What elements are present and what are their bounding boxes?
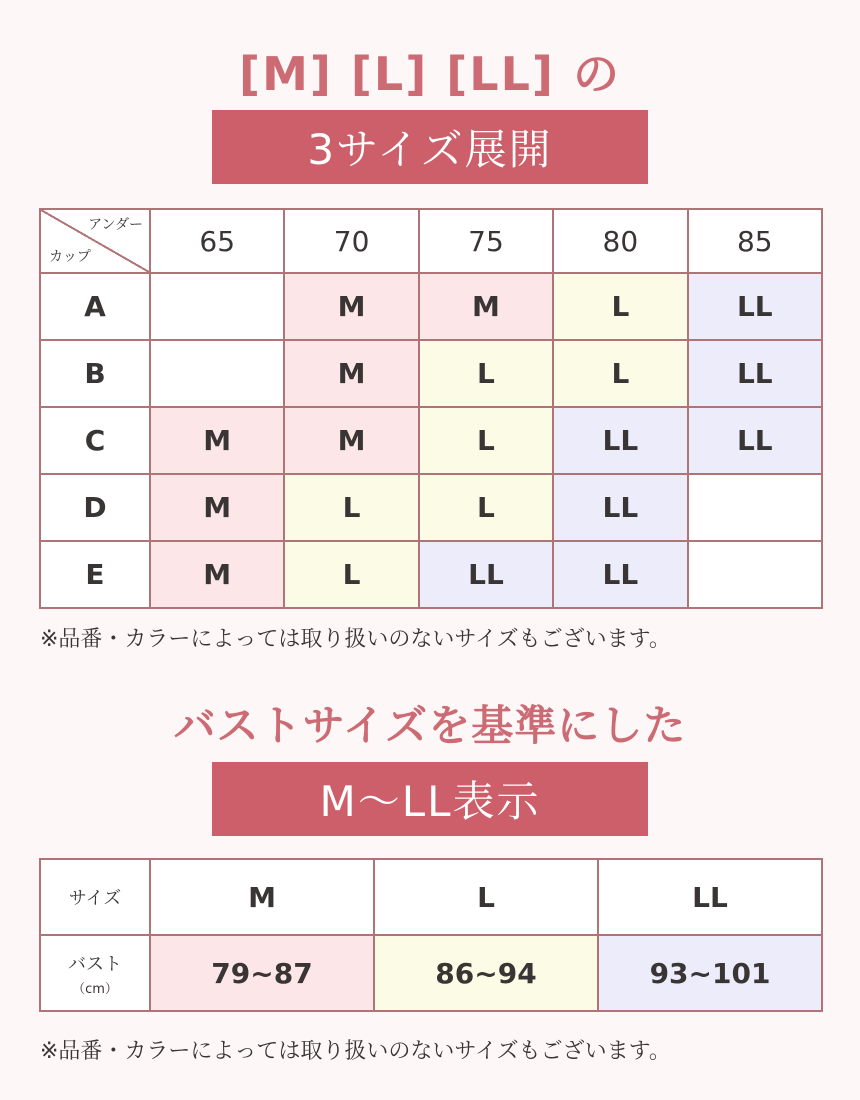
heading-mid: バストサイズを基準にした — [173, 701, 687, 750]
bust-range-m: 79~87 — [150, 935, 374, 1011]
size-chart-header-row — [40, 209, 822, 273]
size-cell — [150, 340, 284, 407]
heading-top: [M] [L] [LL] の — [239, 47, 621, 101]
size-header: LL — [598, 859, 822, 935]
band-header: 85 — [688, 209, 822, 273]
size-cell — [688, 541, 822, 608]
cup-header: A — [40, 273, 150, 340]
corner-cell — [40, 209, 150, 273]
size-row-a — [40, 273, 822, 340]
size-cell: L — [419, 407, 553, 474]
size-header: M — [150, 859, 374, 935]
band-header: 75 — [419, 209, 553, 273]
bust-range-ll: 93~101 — [598, 935, 822, 1011]
availability-note: ※品番・カラーによっては取り扱いのないサイズもございます。 — [40, 627, 671, 652]
size-cell: M — [284, 407, 418, 474]
cup-header: B — [40, 340, 150, 407]
size-row-label: サイズ — [40, 859, 150, 935]
size-chart-table — [39, 208, 823, 609]
size-cell — [150, 273, 284, 340]
bust-size-table — [39, 858, 823, 1012]
size-cell: LL — [688, 407, 822, 474]
bust-row-label — [40, 935, 150, 1011]
size-cell: LL — [688, 273, 822, 340]
size-cell: L — [284, 541, 418, 608]
bust-label: バスト — [68, 953, 122, 975]
bust-table-size-row — [40, 859, 822, 935]
band-header: 70 — [284, 209, 418, 273]
size-cell: L — [553, 273, 687, 340]
under-label: アンダー — [88, 217, 143, 233]
size-cell: LL — [553, 541, 687, 608]
size-cell: M — [419, 273, 553, 340]
size-cell: L — [553, 340, 687, 407]
size-row-e — [40, 541, 822, 608]
size-row-b — [40, 340, 822, 407]
band-header: 65 — [150, 209, 284, 273]
size-cell — [688, 474, 822, 541]
size-cell: LL — [688, 340, 822, 407]
size-row-c — [40, 407, 822, 474]
size-header: L — [374, 859, 598, 935]
size-cell: M — [150, 541, 284, 608]
size-cell: LL — [419, 541, 553, 608]
size-cell: M — [284, 273, 418, 340]
size-cell: L — [419, 474, 553, 541]
size-cell: L — [284, 474, 418, 541]
availability-note: ※品番・カラーによっては取り扱いのないサイズもございます。 — [40, 1039, 671, 1064]
size-cell: M — [150, 474, 284, 541]
cup-label: カップ — [49, 249, 91, 265]
size-cell: M — [284, 340, 418, 407]
cup-header: E — [40, 541, 150, 608]
bust-range-l: 86~94 — [374, 935, 598, 1011]
size-row-d — [40, 474, 822, 541]
cup-header: C — [40, 407, 150, 474]
bust-unit: （cm） — [72, 981, 118, 997]
size-cell: M — [150, 407, 284, 474]
size-cell: LL — [553, 407, 687, 474]
banner-three-sizes: 3サイズ展開 — [212, 110, 648, 184]
band-header: 80 — [553, 209, 687, 273]
bust-table-range-row — [40, 935, 822, 1011]
size-cell: L — [419, 340, 553, 407]
cup-header: D — [40, 474, 150, 541]
banner-m-ll: M〜LL表示 — [212, 762, 648, 836]
size-cell: LL — [553, 474, 687, 541]
